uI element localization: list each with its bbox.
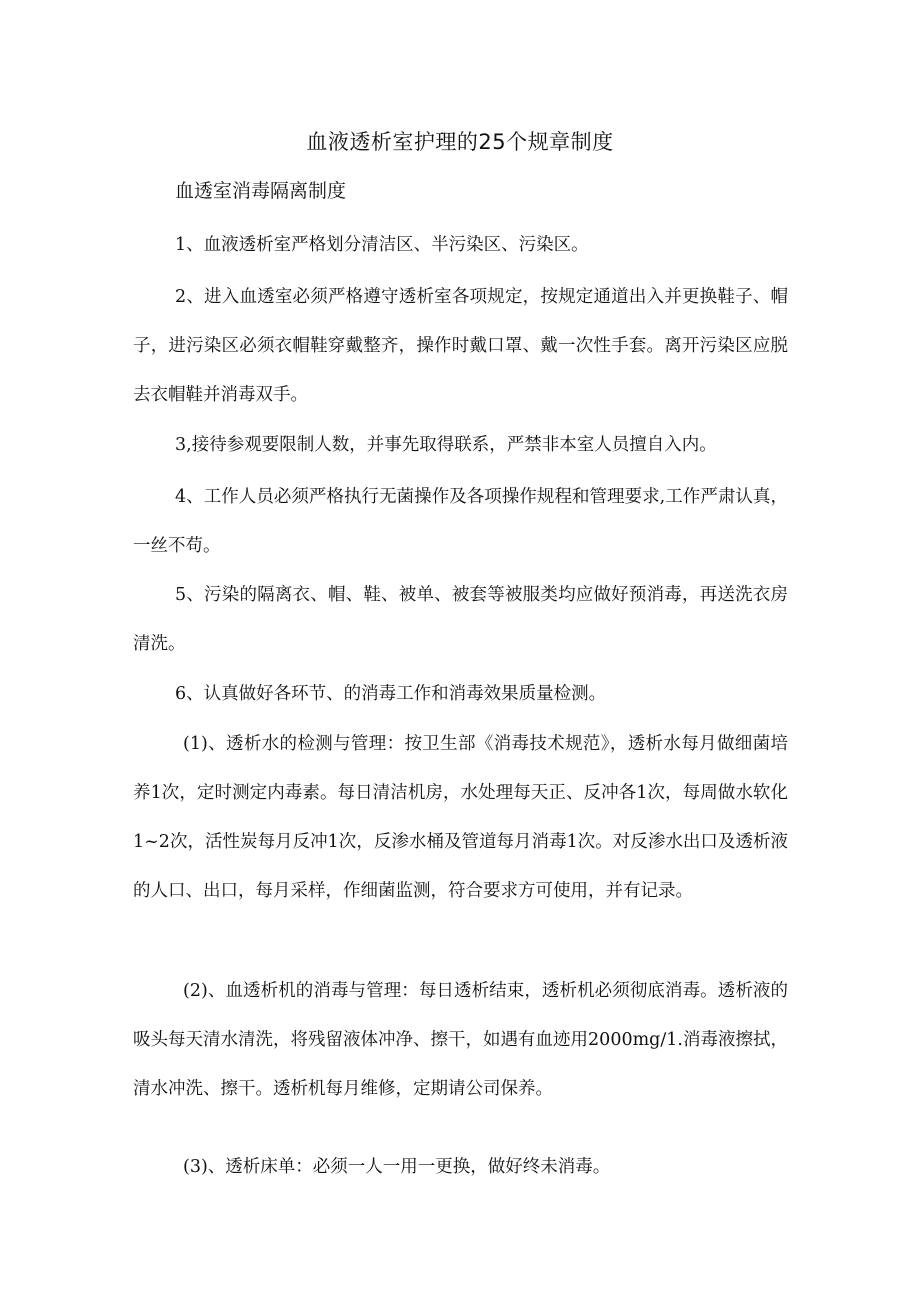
paragraph-text: (2)、血透析机的消毒与管理：每日透析结束，透析机必须彻底消毒。透析液的吸头每天清水清洗，将残留液体冲净、擦干，如遇有血迹用2000mg∕1.消毒液擦拭，清水冲洗、擦干。透析机每月维修，定期请公司保养。 bbox=[133, 981, 788, 1099]
paragraph-text: 2、进入血透室必须严格遵守透析室各项规定，按规定通道出入并更换鞋子、帽子，进污染区必须衣帽鞋穿戴整齐，操作时戴口罩、戴一次性手套。离开污染区应脱去衣帽鞋并消毒双手。 bbox=[133, 287, 788, 405]
paragraph-text: (3)、透析床单：必须一人一用一更换，做好终未消毒。 bbox=[183, 1157, 611, 1177]
paragraph-3 bbox=[133, 421, 788, 470]
paragraph-text: 1、血液透析室严格划分清洁区、半污染区、污染区。 bbox=[175, 235, 589, 255]
paragraph-text: (1)、透析水的检测与管理：按卫生部《消毒技术规范》，透析水每月做细菌培养1次，定时测定内毒素。每日清洁机房，水处理每天正、反冲各1次，每周做水软化1~2次，活性炭每月反冲1次，反渗水桶及管道每月消毒1次。对反渗水出口及透析液的人口、出口，每月采样，作细菌监测，符合要求方可使用，并有记录。 bbox=[133, 734, 788, 901]
paragraph-text: 6、认真做好各环节、的消毒工作和消毒效果质量检测。 bbox=[175, 684, 607, 704]
paragraph-text: 4、工作人员必须严格执行无菌操作及各项操作规程和管理要求,工作严肃认真，一丝不苟。 bbox=[133, 487, 788, 556]
paragraph-5 bbox=[133, 571, 788, 669]
paragraph-6-1 bbox=[133, 720, 788, 916]
section-heading: 血透室消毒隔离制度 bbox=[175, 180, 347, 202]
paragraph-text: 3,接待参观要限制人数，并事先取得联系，严禁非本室人员擅自入内。 bbox=[175, 435, 717, 455]
paragraph-2 bbox=[133, 273, 788, 420]
paragraph-6 bbox=[133, 670, 788, 719]
paragraph-4 bbox=[133, 473, 788, 571]
paragraph-6-3 bbox=[133, 1143, 788, 1192]
paragraph-text: 5、污染的隔离衣、帽、鞋、被单、被套等被服类均应做好预消毒，再送洗衣房清洗。 bbox=[133, 585, 788, 654]
document-title: 血液透析室护理的25个规章制度 bbox=[306, 130, 614, 154]
paragraph-1 bbox=[133, 221, 788, 270]
paragraph-6-2 bbox=[133, 967, 788, 1114]
